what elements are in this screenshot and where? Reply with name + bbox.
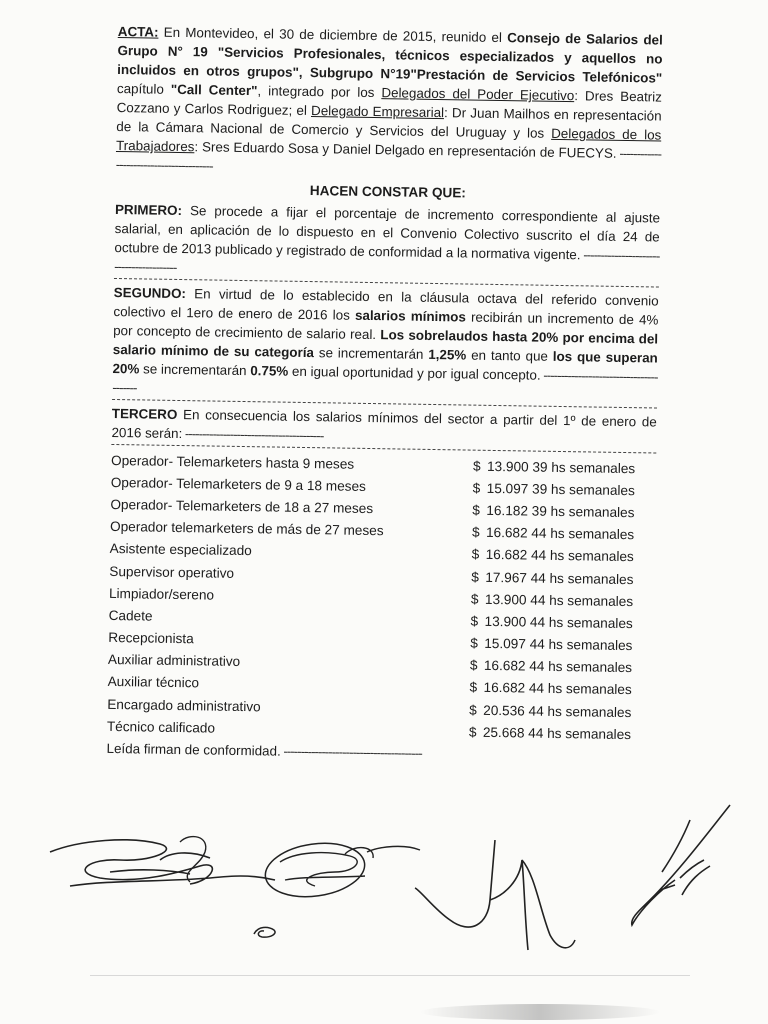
salary-amount [472, 545, 655, 567]
salary-amount [472, 501, 655, 523]
scan-shadow [420, 1004, 660, 1020]
signature-right [410, 840, 580, 960]
acta-text-5: : Dr Juan Mailhos en representación de la Cámara Nacional de Comercio y Servicios del Uruguay y los [116, 105, 662, 141]
salary-hours: 44 hs semanales [528, 703, 632, 720]
salary-value: 25.668 [482, 724, 525, 741]
salary-category: Auxiliar técnico [107, 674, 200, 691]
salary-currency: $ [471, 546, 480, 563]
salary-amount [469, 678, 652, 700]
salary-hours: 44 hs semanales [529, 614, 633, 632]
salary-amount [471, 567, 654, 589]
salary-hours: 39 hs semanales [531, 481, 635, 498]
segundo-text-5: se incrementarán [139, 361, 251, 379]
segundo-text-6: en igual oportunidad y por igual concepto. ----- [112, 364, 657, 396]
segundo-bold-2: Los sobrelaudos hasta 20% por encima del salario mínimo de su categoría [112, 327, 659, 361]
salary-value: 13.900 [484, 591, 527, 608]
salary-currency: $ [469, 702, 477, 718]
salary-value: 16.682 [485, 547, 528, 563]
acta-grupo-bold: Consejo de Salarios del Grupo N° 19 "Servicios Profesionales, técnicos especializados y aquellos no incluidos en otros grupos", Subgrupo N°19"Prestación de Servicios Telefónicos" [117, 30, 663, 86]
salary-hours: 44 hs semanales [530, 570, 634, 587]
acta-text-6: : Sres Eduardo Sosa y Daniel Delgado en representación de FUECYS. ----- [116, 139, 661, 173]
segundo-paragraph [112, 283, 659, 406]
salary-table [107, 449, 656, 746]
segundo-text-4: en tanto que [466, 347, 553, 364]
segundo-bold-4: los que superan 20% [112, 348, 658, 377]
closing-text: Leída firman de conformidad. ----- [106, 741, 421, 761]
acta-paragraph [116, 22, 663, 183]
salary-currency: $ [472, 458, 481, 474]
salary-amount [473, 478, 656, 500]
salary-value: 16.682 [483, 680, 526, 696]
salary-hours: 44 hs semanales [529, 658, 633, 676]
salary-value: 16.182 [486, 502, 529, 519]
tercero-text: En consecuencia los salarios mínimos del sector a partir del 1º de enero de 2016 serán: ----- [111, 407, 656, 443]
salary-hours: 44 hs semanales [529, 636, 633, 654]
acta-label: ACTA: [117, 23, 159, 40]
salary-currency: $ [472, 502, 481, 518]
salary-value: 20.536 [483, 702, 525, 719]
salary-value: 15.097 [484, 635, 526, 652]
segundo-label: SEGUNDO: [113, 284, 187, 302]
signature-center [255, 832, 425, 902]
salary-amount [470, 656, 653, 678]
acta-call-center: "Call Center" [170, 81, 258, 99]
salary-hours: 44 hs semanales [530, 592, 634, 609]
salary-hours: 44 hs semanales [528, 681, 632, 698]
salary-hours: 39 hs semanales [532, 459, 636, 476]
salary-currency: $ [471, 524, 480, 540]
salary-amount [470, 634, 653, 656]
page-edge-line [90, 975, 690, 976]
salary-value: 17.967 [485, 569, 528, 586]
primero-label: PRIMERO: [114, 201, 183, 219]
salary-category: Encargado administrativo [107, 696, 261, 714]
tercero-paragraph [111, 404, 657, 451]
acta-worker-delegates: Delegados de los Trabajadores [115, 125, 662, 155]
salary-category: Supervisor operativo [109, 563, 235, 581]
salary-category: Técnico calificado [106, 718, 216, 736]
signature-left [40, 822, 280, 902]
salary-value: 13.900 [484, 613, 527, 630]
acta-empresarial-delegate: Delegado Empresarial [310, 103, 445, 121]
salary-category: Limpiador/sereno [108, 585, 215, 603]
salary-amount [469, 722, 652, 744]
initials-mark [250, 922, 280, 942]
salary-amount [471, 589, 654, 611]
tercero-label: TERCERO [111, 405, 178, 422]
salary-hours: 44 hs semanales [528, 725, 632, 742]
acta-text-2: capítulo [116, 80, 171, 97]
salary-category: Auxiliar administrativo [107, 652, 241, 670]
salary-category: Operador- Telemarketers de 9 a 18 meses [110, 474, 366, 494]
salary-category: Cadete [108, 607, 153, 624]
salary-category: Operador- Telemarketers hasta 9 meses [111, 452, 355, 472]
signature-far-right [620, 800, 740, 930]
segundo-bold-5: 0.75% [250, 363, 289, 379]
segundo-bold-3: 1,25% [428, 346, 467, 363]
primero-text: Se procede a fijar el porcentaje de incremento correspondiente al ajuste salarial, en aplicación de lo dispuesto en el Convenio Colectivo suscrito el día 24 de octubre de 2013 publicado y registrado de conformidad a la normativa vigente. ----- [114, 203, 660, 275]
acta-text-3: , integrado por los [257, 83, 382, 101]
salary-currency: $ [469, 657, 478, 674]
segundo-text-3: se incrementarán [313, 345, 429, 362]
salary-category: Asistente especializado [109, 541, 252, 559]
acta-text-1: En Montevideo, el 30 de diciembre de 2015, reunido el [158, 24, 508, 46]
segundo-text-1: En virtud de lo establecido en la cláusula octava del referido convenio colectivo el 1ero de enero de 2016 los [113, 286, 659, 323]
salary-amount [470, 612, 653, 634]
salary-value: 16.682 [483, 658, 526, 674]
salary-hours: 44 hs semanales [531, 525, 635, 543]
salary-currency: $ [472, 480, 481, 496]
segundo-text-2: recibirán un incremento de 4% por concepto de crecimiento de salario real. [113, 309, 659, 343]
heading-hacen-constar: HACEN CONSTAR QUE: [309, 183, 467, 201]
primero-paragraph [114, 200, 660, 285]
salary-currency: $ [470, 591, 479, 607]
salary-currency: $ [468, 724, 477, 740]
salary-category: Recepcionista [108, 630, 194, 647]
salary-value: 16.682 [485, 525, 528, 541]
salary-amount [473, 456, 656, 478]
salary-hours: 39 hs semanales [531, 503, 635, 521]
salary-hours: 44 hs semanales [530, 547, 634, 565]
acta-document [106, 22, 663, 767]
salary-amount [472, 523, 655, 545]
salary-amount [469, 700, 652, 722]
salary-value: 13.900 [486, 458, 529, 475]
salary-category: Operador- Telemarketers de 18 a 27 meses [110, 496, 374, 517]
acta-text-4: : Dres Beatriz Cozzano y Carlos Rodriguez; el [116, 88, 663, 119]
salary-value: 15.097 [486, 480, 529, 497]
salary-currency: $ [469, 680, 478, 696]
salary-currency: $ [470, 613, 479, 629]
acta-ejecutivo-delegates: Delegados del Poder Ejecutivo [381, 85, 575, 104]
segundo-bold-1: salarios mínimos [354, 307, 466, 325]
salary-currency: $ [471, 569, 480, 585]
salary-currency: $ [470, 635, 478, 651]
salary-category: Operador telemarketers de más de 27 meses [109, 519, 384, 539]
